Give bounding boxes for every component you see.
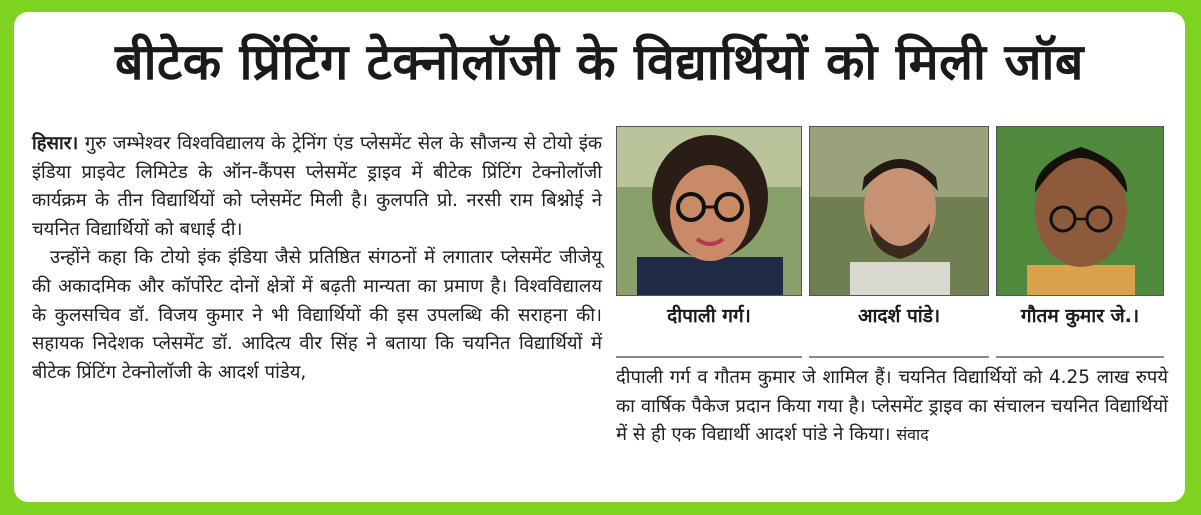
paragraph-3 (616, 364, 1168, 450)
portrait-image (996, 126, 1164, 296)
paragraph-1-text: गुरु जम्भेश्वर विश्वविद्यालय के ट्रेनिंग एंड प्लेसमेंट सेल के सौजन्य से टोयो इंक इंडिया प्राइवेट लिमिटेड के ऑन-कैंपस प्लेसमेंट ड्राइव में बीटेक प्रिंटिंग टेक्नोलॉजी कार्यक्रम के तीन विद्यार्थियों को प्लेसमेंट मिली है। कुलपति प्रो. नरसी राम बिश्नोई ने चयनित विद्यार्थियों को बधाई दी। (32, 133, 602, 240)
photo-caption: दीपाली गर्ग। (667, 305, 751, 327)
caption-divider (616, 356, 802, 358)
headline: बीटेक प्रिंटिंग टेक्नोलॉजी के विद्यार्थियों को मिली जॉब (115, 33, 1084, 91)
news-clipping (14, 12, 1185, 502)
paragraph-3-text: दीपाली गर्ग व गौतम कुमार जे शामिल हैं। चयनित विद्यार्थियों को 4.25 लाख रुपये का वार्षिक पैकेज प्रदान किया गया है। प्लेसमेंट ड्राइव का संचालन चयनित विद्यार्थियों में से ही एक विद्यार्थी आदर्श पांडे ने किया। (616, 367, 1168, 446)
portrait-image (809, 126, 989, 296)
photo-deepali (616, 126, 802, 358)
photo-caption: आदर्श पांडे। (857, 305, 941, 327)
dateline: हिसार। (32, 133, 79, 154)
paragraph-2: उन्होंने कहा कि टोयो इंक इंडिया जैसे प्रतिष्ठित संगठनों में लगातार प्लेसमेंट जीजेयू की अकादमिक और कॉर्पोरेट दोनों क्षेत्रों में बढ़ती मान्यता का प्रमाण है। विश्वविद्यालय के कुलसचिव डॉ. विजय कुमार ने भी विद्यार्थियों की इस उपलब्धि की सराहना की। सहायक निदेशक प्लेसमेंट डॉ. आदित्य वीर सिंह ने बताया कि चयनित विद्यार्थियों में बीटेक प्रिंटिंग टेक्नोलॉजी के आदर्श पांडेय, (32, 247, 602, 383)
photo-strip (14, 126, 1185, 358)
photo-caption: गौतम कुमार जे.। (1020, 305, 1140, 327)
portrait-image (616, 126, 802, 296)
article-column-right (616, 364, 1168, 450)
byline-credit: संवाद (896, 425, 929, 445)
caption-divider (809, 356, 989, 358)
caption-divider (996, 356, 1164, 358)
photo-adarsh (809, 126, 989, 358)
photo-gautam (996, 126, 1164, 358)
